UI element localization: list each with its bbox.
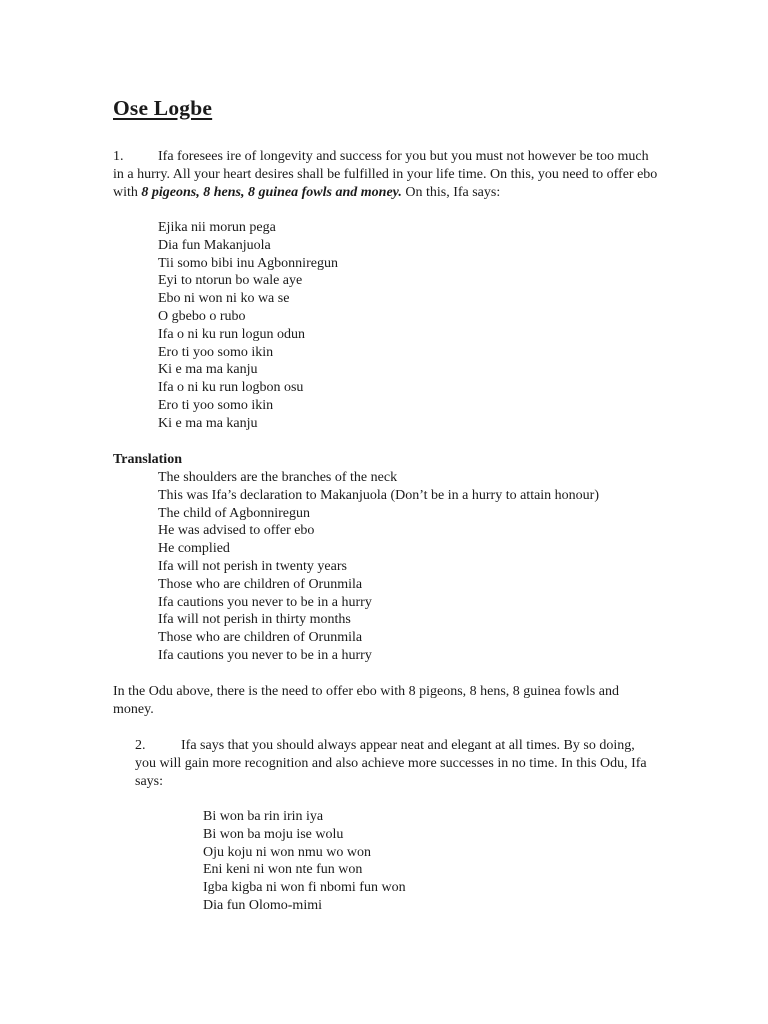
verse-line: Ifa o ni ku run logun odun (158, 326, 305, 342)
verse-line: Ki e ma ma kanju (158, 362, 258, 378)
translation-line: Those who are children of Orunmila (158, 630, 363, 646)
translation-line: Ifa cautions you never to be in a hurry (158, 594, 372, 610)
summary-paragraph: In the Odu above, there is the need to offer ebo with 8 pigeons, 8 hens, 8 guinea fowls and money. (113, 684, 619, 717)
translation-line: He was advised to offer ebo (158, 523, 315, 539)
page-title: Ose Logbe (113, 96, 213, 120)
verse-2 (203, 808, 406, 915)
verse-line: Bi won ba moju ise wolu (203, 826, 344, 842)
verse-line: Eyi to ntorun bo wale aye (158, 273, 303, 289)
translation-line: The child of Agbonniregun (158, 505, 311, 521)
translation-line: Ifa will not perish in thirty months (158, 612, 351, 628)
translation-list (158, 469, 599, 665)
verse-line: Ejika nii morun pega (158, 220, 276, 235)
paragraph-1 (113, 148, 658, 201)
item-number-2: 2. (135, 738, 146, 753)
translation-line: This was Ifa’s declaration to Makanjuola (Don’t be in a hurry to attain honour) (158, 487, 600, 503)
verse-line: Dia fun Olomo-mimi (203, 897, 322, 913)
translation-heading: Translation (113, 452, 182, 467)
translation-line: The shoulders are the branches of the neck (158, 470, 398, 485)
verse-line: Dia fun Makanjuola (158, 237, 271, 253)
verse-line: Ero ti yoo somo ikin (158, 397, 274, 413)
verse-line: Igba kigba ni won fi nbomi fun won (203, 880, 406, 896)
translation-line: He complied (158, 541, 230, 557)
verse-line: Ero ti yoo somo ikin (158, 344, 274, 360)
verse-line: Oju koju ni won nmu wo won (203, 844, 371, 860)
verse-line: Ki e ma ma kanju (158, 415, 258, 431)
verse-line: Eni keni ni won nte fun won (203, 862, 363, 878)
paragraph-1-text-before: Ifa foresees ire of longevity and success for you but you must not however be too much in a hurry. All your heart desires shall be fulfilled in your life time. On this, you need to offer ebo with (113, 149, 658, 200)
verse-line: Ifa o ni ku run logbon osu (158, 380, 304, 396)
translation-line: Ifa cautions you never to be in a hurry (158, 647, 372, 663)
verse-1 (158, 219, 338, 433)
verse-line: Ebo ni won ni ko wa se (158, 291, 290, 307)
translation-line: Those who are children of Orunmila (158, 576, 363, 592)
translation-line: Ifa will not perish in twenty years (158, 558, 347, 574)
verse-line: Tii somo bibi inu Agbonniregun (158, 255, 338, 271)
paragraph-1-text-after: On this, Ifa says: (401, 184, 501, 200)
paragraph-2-text: Ifa says that you should always appear neat and elegant at all times. By so doing, you will gain more recognition and also achieve more successes in no time. In this Odu, Ifa says: (135, 738, 647, 789)
item-number-1: 1. (113, 149, 124, 164)
paragraph-2 (135, 737, 655, 790)
verse-line: Bi won ba rin irin iya (203, 809, 324, 824)
verse-line: O gbebo o rubo (158, 308, 246, 324)
offering-text: 8 pigeons, 8 hens, 8 guinea fowls and money. (141, 184, 402, 200)
